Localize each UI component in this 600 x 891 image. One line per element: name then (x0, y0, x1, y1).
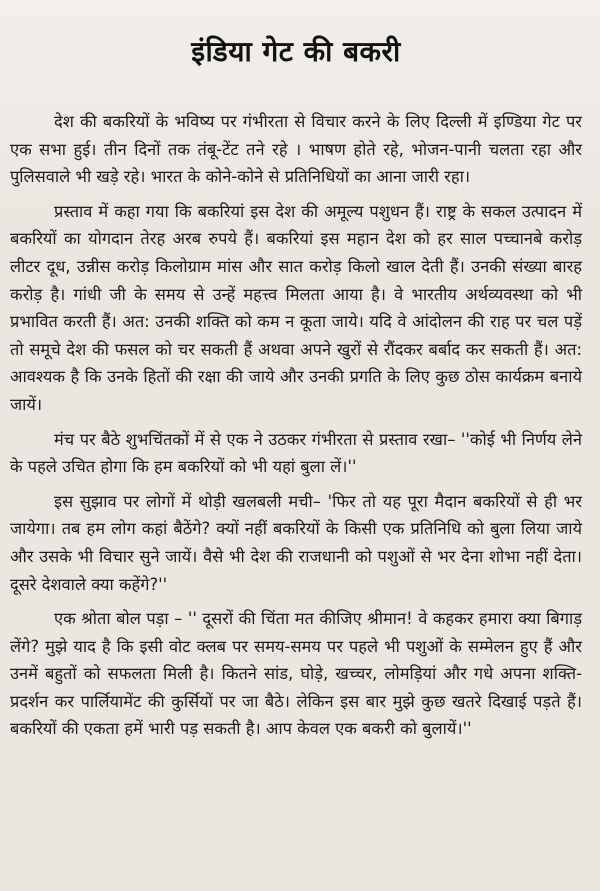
paragraph-2: प्रस्ताव में कहा गया कि बकरियां इस देश की अमूल्य पशुधन हैं। राष्ट्र के सकल उत्पादन में बकरियों का योगदान तेरह अरब रुपये हैं। बकरियां इस महान देश को हर साल पच्चानबे करोड़ लीटर दूध, उन्नीस करोड़ किलोग्राम मांस और सात करोड़ किलो खाल देती हैं। उनकी संख्या बारह करोड़ है। गांधी जी के समय से उन्हें महत्त्व मिलता आया है। वे भारतीय अर्थव्यवस्था को भी प्रभावित करती हैं। अत: उनकी शक्ति को कम न कूता जाये। यदि वे आंदोलन की राह पर चल पड़ें तो समूचे देश की फसल को चर सकती हैं अथवा अपने खुरों से रौंदकर बर्बाद कर सकती हैं। अत: आवश्यक है कि उनके हितों की रक्षा की जाये और उनकी प्रगति के लिए कुछ ठोस कार्यक्रम बनाये जायें। (10, 201, 582, 414)
paragraph-5: एक श्रोता बोल पड़ा – '' दूसरों की चिंता मत कीजिए श्रीमान! वे कहकर हमारा क्या बिगाड़ लेंगे? मुझे याद है कि इसी वोट क्लब पर समय-समय पर पहले भी पशुओं के सम्मेलन हुए हैं और उनमें बहुतों को सफलता मिली है। कितने सांड, घोड़े, खच्चर, लोमड़ियां और गधे अपना शक्ति-प्रदर्शन कर पार्लियामेंट की कुर्सियों पर जा बैठे। लेकिन इस बार मुझे कुछ खतरे दिखाई पड़ते हैं। बकरियों की एकता हमें भारी पड़ सकती है। आप केवल एक बकरी को बुलायें।'' (10, 609, 582, 739)
paragraph-4: इस सुझाव पर लोगों में थोड़ी खलबली मची– 'फिर तो यह पूरा मैदान बकरियों से ही भर जायेगा। तब हम लोग कहां बैठेंगे? क्यों नहीं बकरियों के किसी एक प्रतिनिधि को बुला लिया जाये और उसके भी विचार सुने जायें। वैसे भी देश की राजधानी को पशुओं से भर देना शोभा नहीं देता। दूसरे देशवाले क्या कहेंगे?'' (10, 491, 582, 594)
article-title: इंडिया गेट की बकरी (191, 35, 401, 68)
paragraph-3: मंच पर बैठे शुभचिंतकों में से एक ने उठकर गंभीरता से प्रस्ताव रखा– ''कोई भी निर्णय लेने के पहले उचित होगा कि हम बकरियों को भी यहां बुला लें।'' (10, 429, 582, 477)
paragraph-1: देश की बकरियों के भविष्य पर गंभीरता से विचार करने के लिए दिल्ली में इण्डिया गेट पर एक सभा हुई। तीन दिनों तक तंबू-टेंट तने रहे । भाषण होते रहे, भोजन-पानी चलता रहा और पुलिसवाले भी खड़े रहे। भारत के कोने-कोने से प्रतिनिधियों का आना जारी रहा। (10, 112, 582, 187)
